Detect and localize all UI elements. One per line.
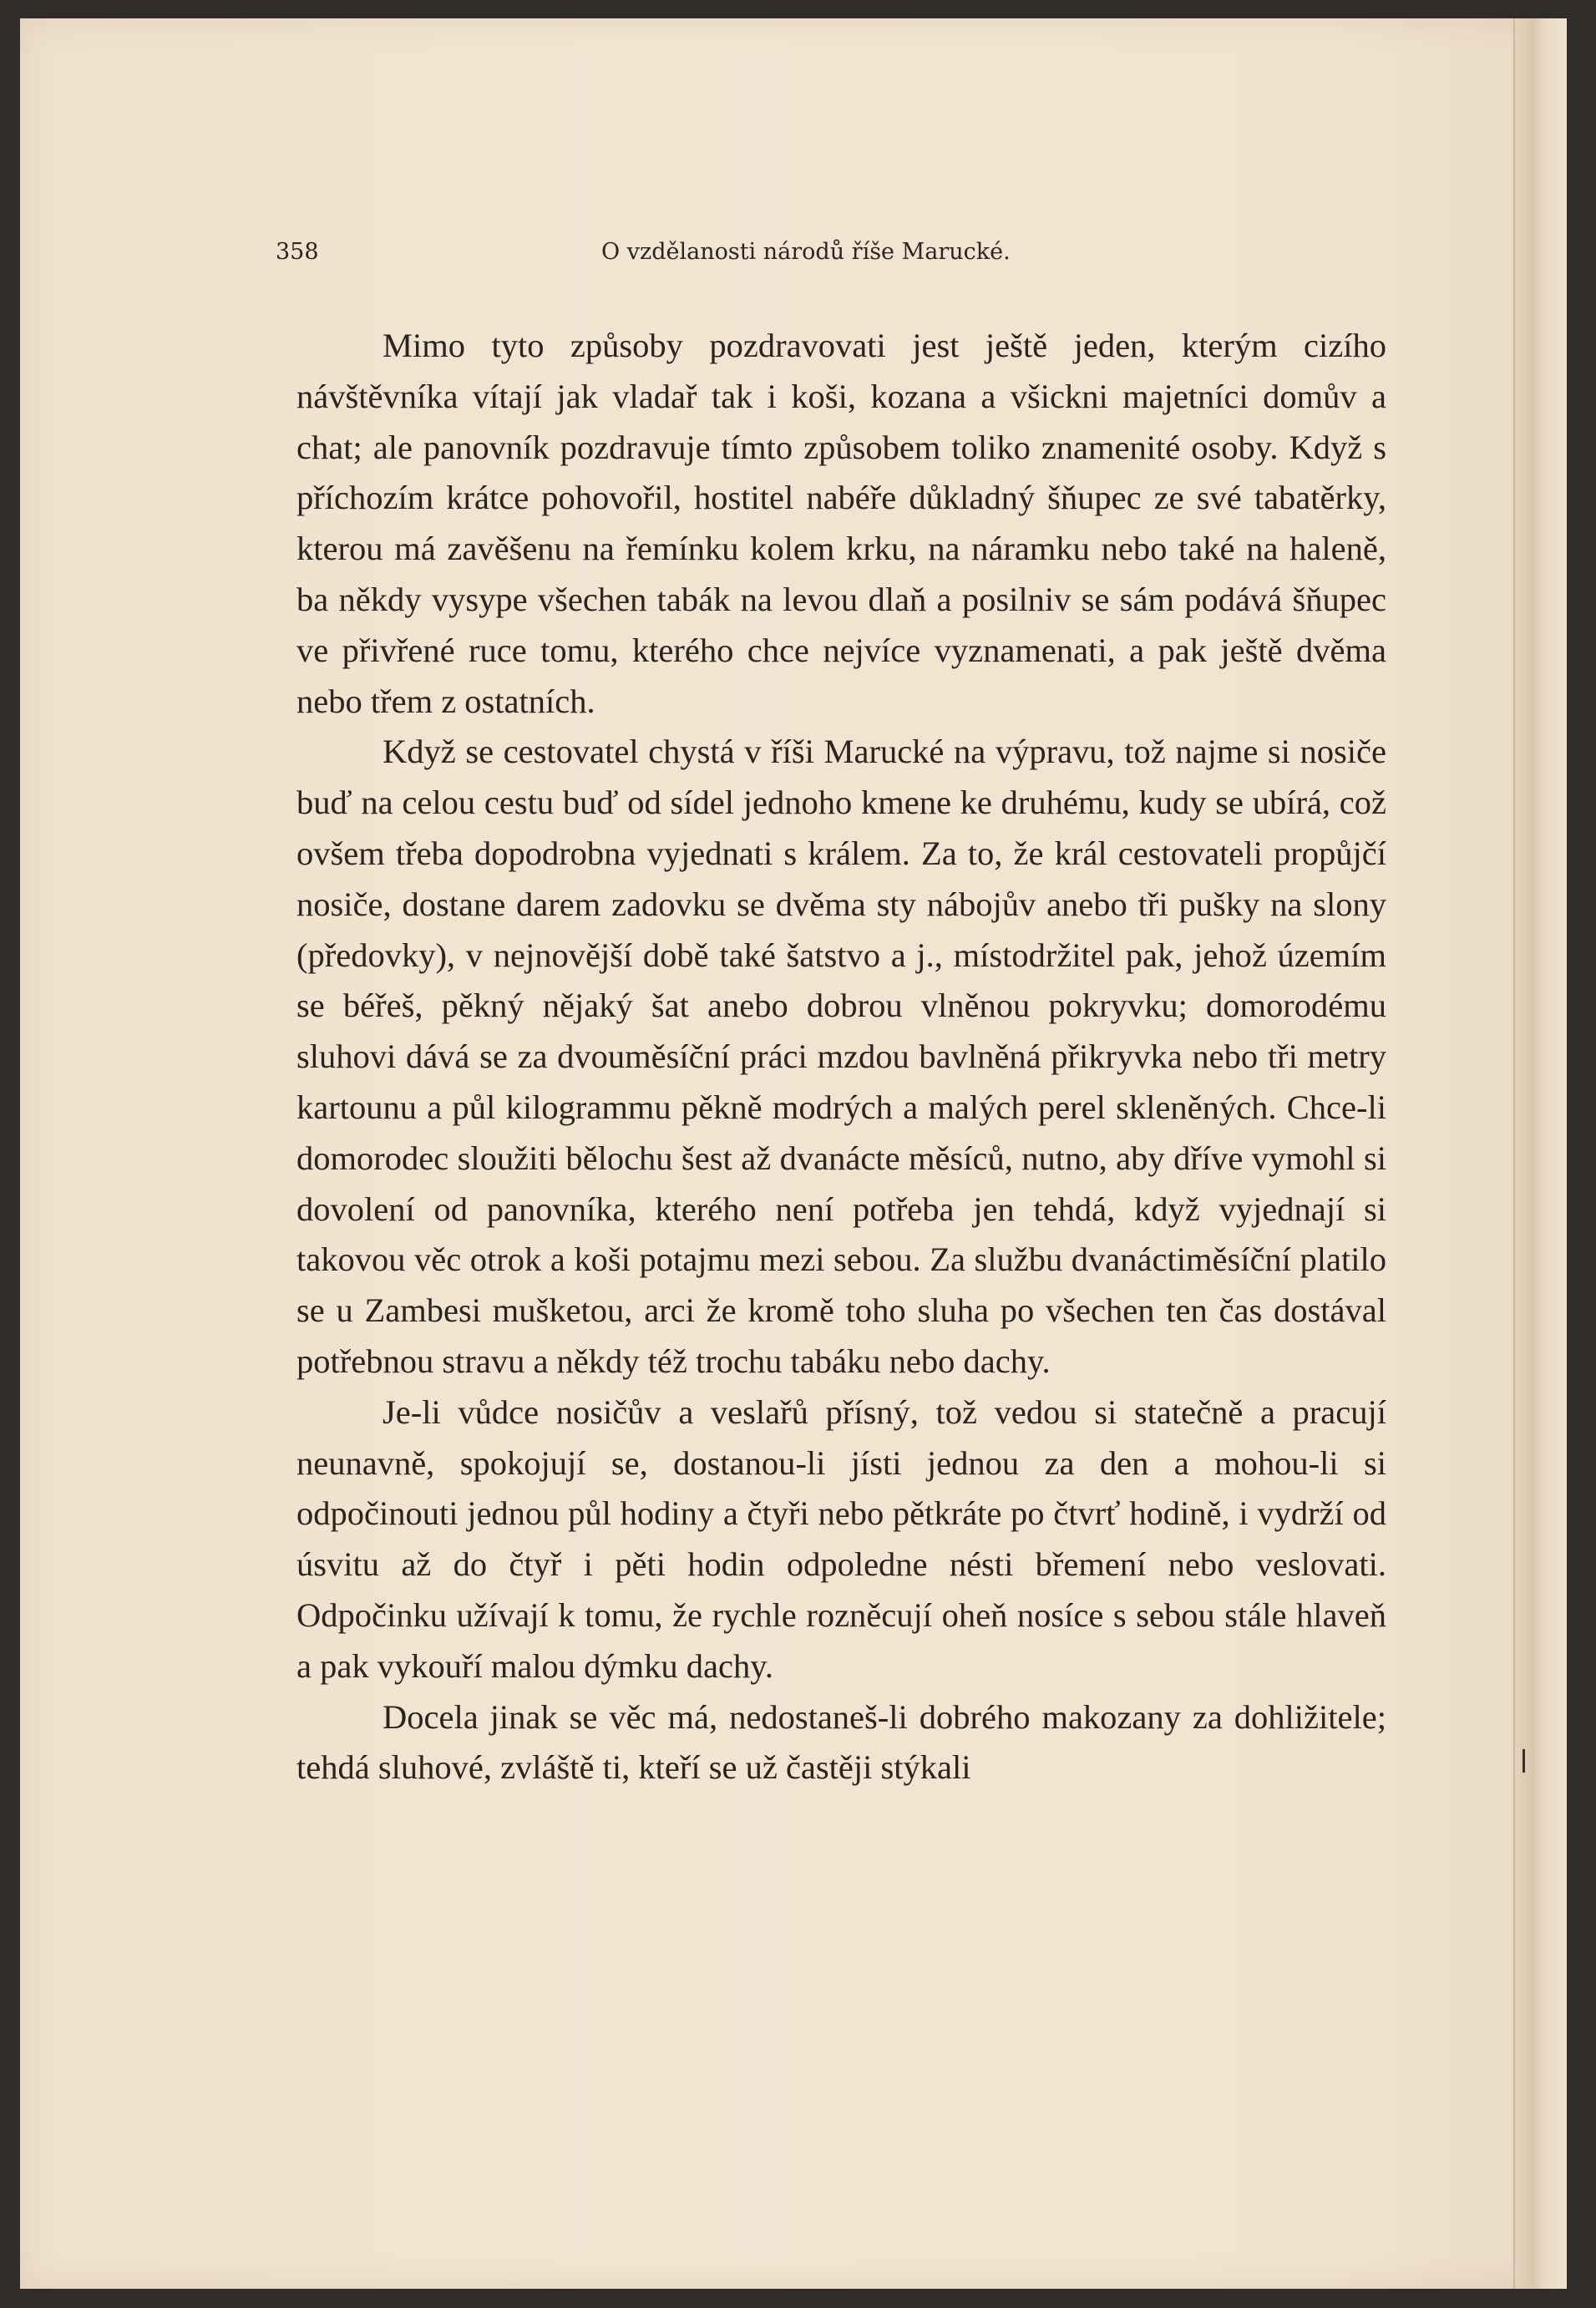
page-number: 358 [276, 239, 319, 265]
page-gutter [1513, 18, 1567, 2289]
paragraph-4: Docela jinak se věc má, nedostaneš-li dobrého makozany za dohližitele; tehdá sluhové, zvláště ti, kteří se už častěji stýkali [296, 1697, 1386, 1787]
gutter-mark [1523, 1749, 1525, 1773]
page-header [276, 239, 1111, 272]
paragraph-1: Mimo tyto způsoby pozdravovati jest ještě jeden, kterým cizího návštěvníka vítají jak vladař tak i koši, kozana a všickni majetníci domův a chat; ale panovník pozdravuje tímto způsobem toliko znamenité osoby. Když s příchozím krátce pohovořil, hostitel nabéře důkladný šňupec ze své tabatěrky, kterou má zavěšenu na řemínku kolem krku, na náramku nebo také na haleně, ba někdy vysype všechen tabák na levou dlaň a posilniv se sám podává šňupec ve přivřené ruce tomu, kterého chce nejvíce vyznamenati, a pak ještě dvěma nebo třem z ostatních. [296, 327, 1386, 720]
body-text [296, 321, 1386, 1793]
running-title: O vzdělanosti národů říše Marucké. [601, 239, 1011, 265]
paragraph-2: Když se cestovatel chystá v říši Marucké na výpravu, tož najme si nosiče buď na celou cestu buď od sídel jednoho kmene ke druhému, kudy se ubírá, což ovšem třeba dopodrobna vyjednati s králem. Za to, že král cestovateli propůjčí nosiče, dostane darem zadovku se dvěma sty nábojův anebo tři pušky na slony (předovky), v nejnovější době také šatstvo a j., místodržitel pak, jehož územím se béřeš, pěkný nějaký šat anebo dobrou vlněnou pokryvku; domorodému sluhovi dává se za dvouměsíční práci mzdou bavlněná přikryvka nebo tři metry kartounu a půl kilogrammu pěkně modrých a malých perel skleněných. Chce-li domorodec sloužiti bělochu šest až dvanácte měsíců, nutno, aby dříve vymohl si dovolení od panovníka, kterého není potřeba jen tehdá, když vyjednají si takovou věc otrok a koši potajmu mezi sebou. Za službu dvanáctiměsíční platilo se u Zambesi mušketou, arci že kromě toho sluha po všechen ten čas dostával potřebnou stravu a někdy též trochu tabáku nebo dachy. [296, 733, 1386, 1380]
paragraph-3: Je-li vůdce nosičův a veslařů přísný, tož vedou si statečně a pracují neunavně, spokojují se, dostanou-li jísti jednou za den a mohou-li si odpočinouti jednou půl hodiny a čtyři nebo pětkráte po čtvrť hodině, i vydrží od úsvitu až do čtyř i pěti hodin odpoledne nésti břemení nebo veslovati. Odpočinku užívají k tomu, že rychle rozněcují oheň nosíce s sebou stále hlaveň a pak vykouří malou dýmku dachy. [296, 1392, 1386, 1685]
